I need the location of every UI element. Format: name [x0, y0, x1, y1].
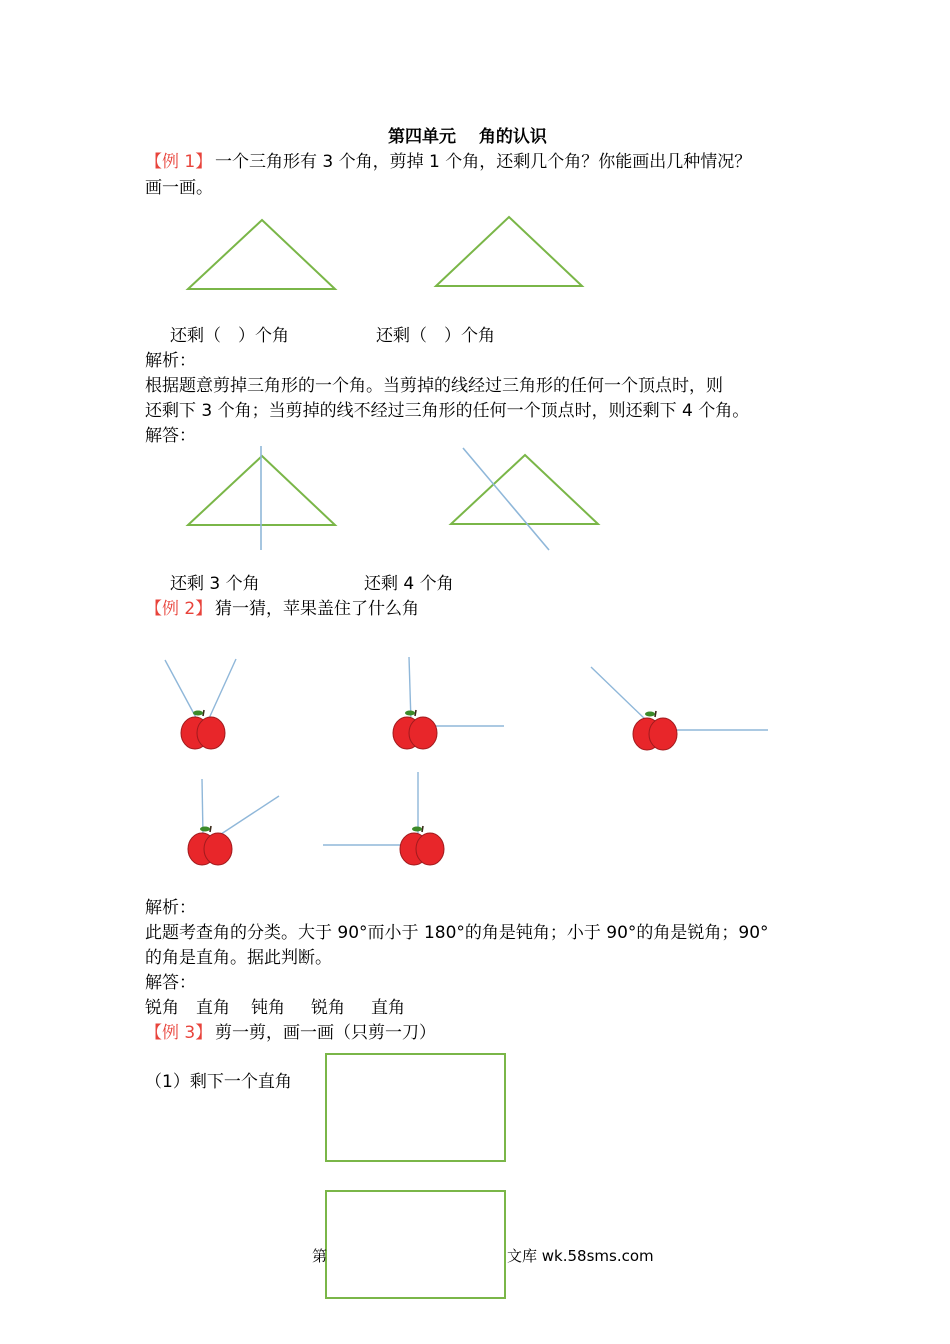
analysis-label-1: 解析：: [145, 351, 196, 371]
blank-left: 还剩（ ）个角: [170, 326, 289, 346]
answer-item: 直角: [196, 998, 230, 1018]
rectangle-2: [326, 1191, 505, 1298]
page-title: 第四单元 角的认识: [388, 127, 547, 147]
answer-item: 锐角: [145, 998, 179, 1018]
example-3-label: 【例 3】: [145, 1023, 213, 1043]
answer-label-2: 解答：: [145, 973, 196, 993]
analysis-2-line-2: 的角是直角。据此判断。: [145, 948, 332, 968]
answer-left: 还剩 3 个角: [170, 574, 260, 594]
analysis-2-line-1: 此题考查角的分类。大于 90°而小于 180°的角是钝角；小于 90°的角是锐角；90°: [145, 923, 769, 943]
example-3-item-1: （1）剩下一个直角: [145, 1072, 292, 1092]
example-1-question-cont: 画一画。: [145, 178, 213, 198]
footer-left: 第: [312, 1247, 328, 1265]
answer-item: 锐角: [311, 998, 345, 1018]
answer-label-1: 解答：: [145, 426, 196, 446]
rectangle-1: [326, 1054, 505, 1161]
answer-triangle-right: [451, 455, 598, 524]
example-3-question: 剪一剪，画一画（只剪一刀）: [215, 1023, 436, 1043]
blank-right: 还剩（ ）个角: [376, 326, 495, 346]
footer-right: 文库 wk.58sms.com: [507, 1247, 654, 1265]
apple-angle-5: [323, 772, 444, 865]
triangle-left: [188, 220, 335, 289]
analysis-label-2: 解析：: [145, 898, 196, 918]
example-2-question: 猜一猜，苹果盖住了什么角: [215, 599, 419, 619]
answer-right: 还剩 4 个角: [364, 574, 454, 594]
triangle-right: [436, 217, 582, 286]
apple-angle-3: [591, 667, 768, 750]
apple-angle-1: [165, 659, 236, 749]
example-1-question: 一个三角形有 3 个角，剪掉 1 个角，还剩几个角？你能画出几种情况？: [215, 152, 752, 172]
cut-line-not-through-vertex: [463, 448, 549, 550]
example-2-label: 【例 2】: [145, 599, 213, 619]
answer-item: 钝角: [251, 998, 285, 1018]
analysis-1-line-1: 根据题意剪掉三角形的一个角。当剪掉的线经过三角形的任何一个顶点时，则: [145, 376, 723, 396]
analysis-1-line-2: 还剩下 3 个角；当剪掉的线不经过三角形的任何一个顶点时，则还剩下 4 个角。: [145, 401, 750, 421]
example-1-label: 【例 1】: [145, 152, 213, 172]
answer-item: 直角: [371, 998, 405, 1018]
apple-angle-4: [188, 779, 279, 865]
apple-angle-2: [393, 657, 504, 749]
